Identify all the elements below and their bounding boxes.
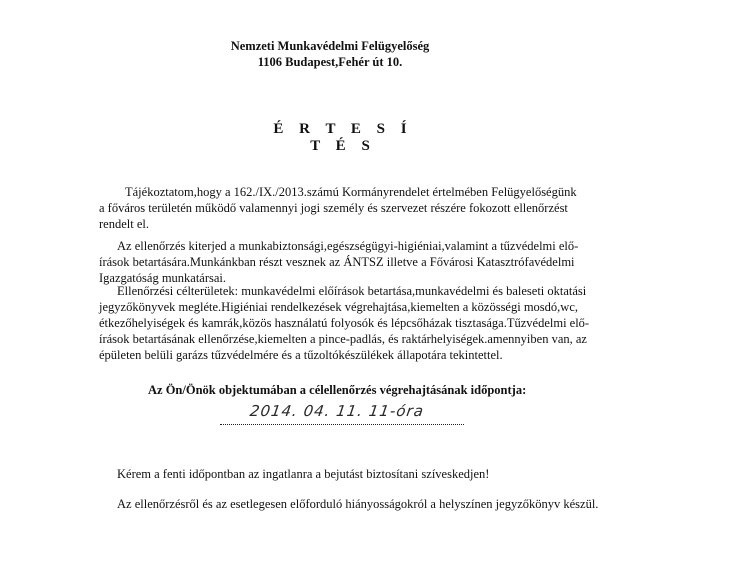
paragraph-1-line-3: rendelt el. — [99, 217, 149, 231]
handwritten-inspection-date: 2014. 04. 11. 11-óra — [248, 402, 426, 420]
inspection-date-field — [220, 402, 464, 425]
paragraph-3-line-4: írások betartásának ellenőrzése,kiemelten a pince-padlás, és raktárhelyiségek.amennyiben van, az — [99, 332, 587, 346]
paragraph-3-line-1: Ellenőrzési célterületek: munkavédelmi előírások betartása,munkavédelmi és baleseti oktatási — [117, 284, 587, 298]
letterhead — [200, 38, 460, 70]
organization-name: Nemzeti Munkavédelmi Felügyelőség — [230, 39, 430, 53]
organization-address: 1106 Budapest,Fehér út 10. — [257, 55, 403, 69]
paragraph-1-line-2: a főváros területén működő valamennyi jogi személy és szervezet részére fokozott ellenőrzést — [99, 201, 568, 215]
paragraph-2-line-1: Az ellenőrzés kiterjed a munkabiztonsági,egészségügyi-higiéniai,valamint a tűzvédelmi elő- — [117, 239, 579, 253]
inspection-date-label: Az Ön/Önök objektumában a célellenőrzés végrehajtásának időpontja: — [148, 383, 527, 397]
document-title: É R T E S Í T É S — [273, 121, 413, 154]
paragraph-3-line-3: étkezőhelyiségek és kamrák,közös használatú folyosók és lépcsőházak tisztasága.Tűzvédelmi elő- — [99, 316, 590, 330]
access-request: Kérem a fenti időpontban az ingatlanra a bejutást biztosítani szíveskedjen! — [117, 467, 490, 481]
paragraph-3-line-2: jegyzőkönyvek megléte.Higiéniai rendelkezések végrehajtása,kiemelten a közösségi mosdó,wc, — [99, 300, 578, 314]
protocol-note: Az ellenőrzésről és az esetlegesen előforduló hiányosságokról a helyszínen jegyzőkönyv készül. — [117, 497, 599, 511]
paragraph-1-line-1: Tájékoztatom,hogy a 162./IX./2013.számú Kormányrendelet értelmében Felügyelőségünk — [125, 185, 577, 199]
paragraph-2-line-3: Igazgatóság munkatársai. — [99, 271, 227, 285]
paragraph-3-line-5: épületen belüli garázs tűzvédelmére és a tűzoltókészülékek állapotára tekintettel. — [99, 348, 503, 362]
paragraph-2-line-2: írások betartására.Munkánkban részt vesznek az ÁNTSZ illetve a Fővárosi Katasztrófavédelmi — [99, 255, 575, 269]
